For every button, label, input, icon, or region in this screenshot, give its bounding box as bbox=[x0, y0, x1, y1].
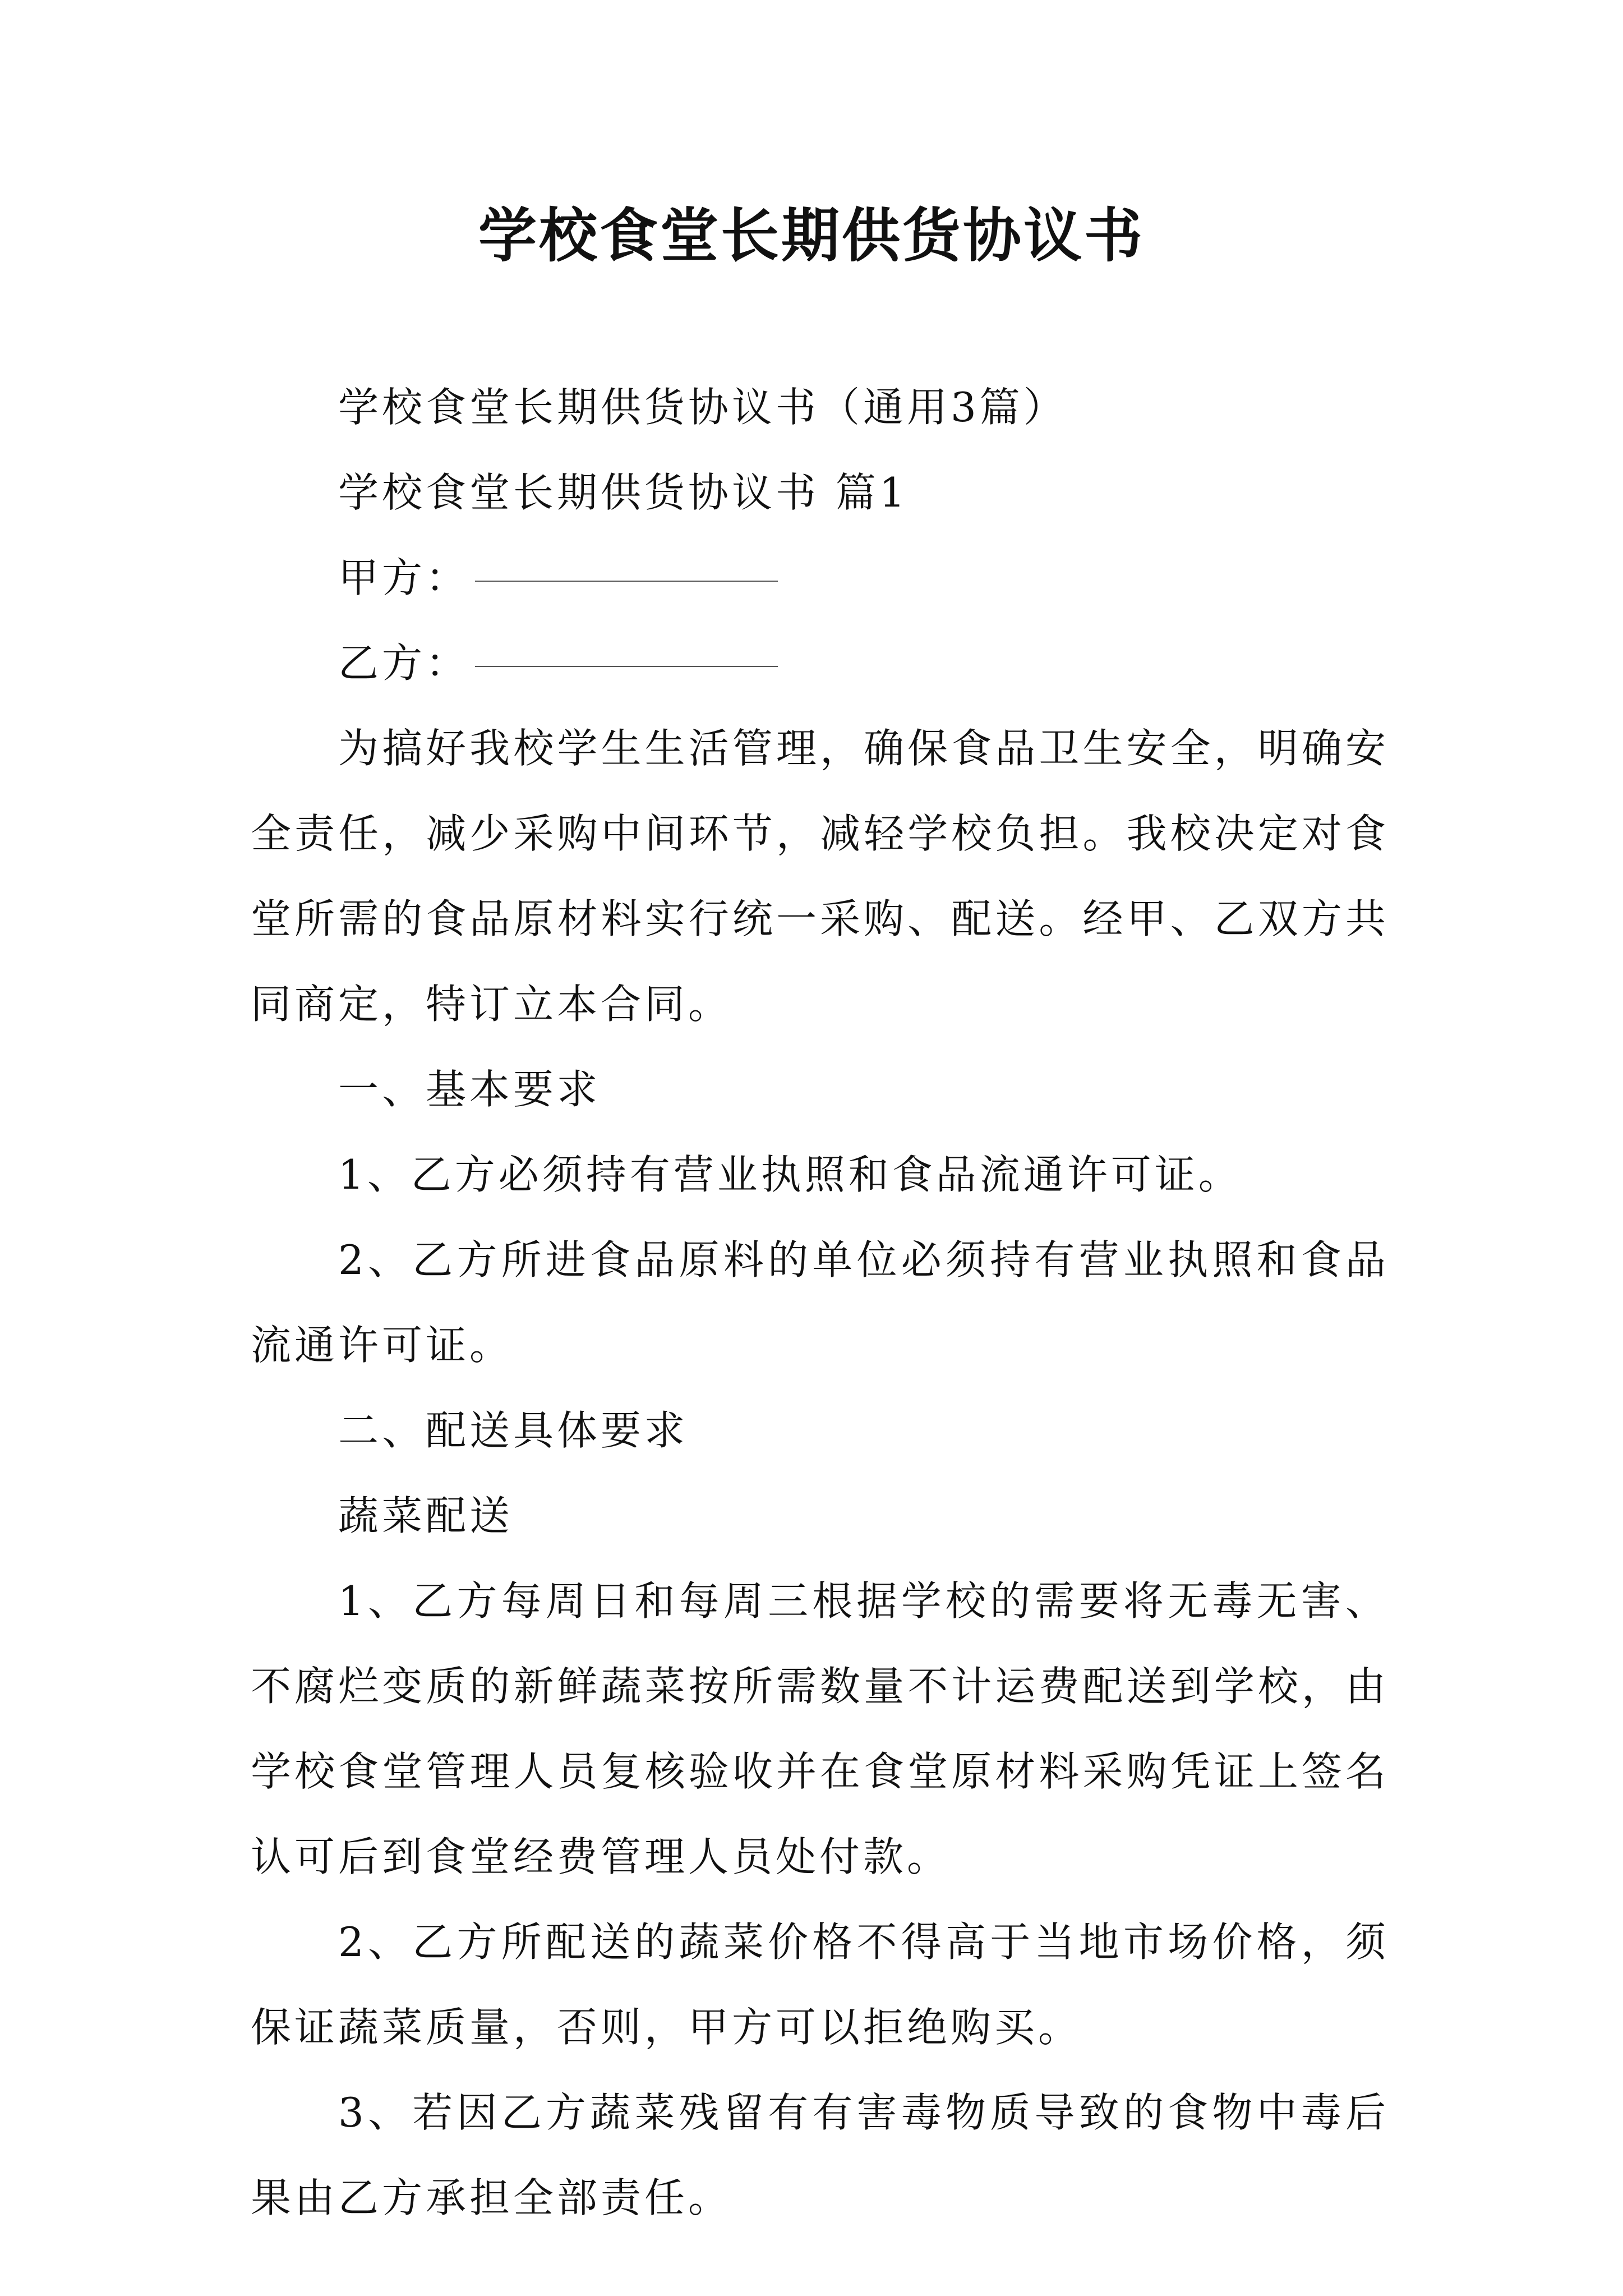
paragraph-preamble: 为搞好我校学生生活管理，确保食品卫生安全，明确安全责任，减少采购中间环节，减轻学校负担。我校决定对食堂所需的食品原材料实行统一采购、配送。经甲、乙双方共同商定，特订立本合同。 bbox=[251, 725, 1389, 1028]
paragraph-requirement-1: 1、乙方必须持有营业执照和食品流通许可证。 bbox=[338, 1151, 1242, 1198]
party-a-blank bbox=[475, 579, 778, 582]
document-title: 学校食堂长期供货协议书 bbox=[478, 201, 1145, 270]
party-a-line bbox=[251, 535, 1389, 620]
paragraph-vegetable-3: 3、若因乙方蔬菜残留有有害毒物质导致的食物中毒后果由乙方承担全部责任。 bbox=[251, 2089, 1389, 2221]
paragraph-vegetable-1: 1、乙方每周日和每周三根据学校的需要将无毒无害、不腐烂变质的新鲜蔬菜按所需数量不计运费配送到学校，由学校食堂管理人员复核验收并在食堂原材料采购凭证上签名认可后到食堂经费管理人员处付款。 bbox=[251, 1577, 1389, 1880]
party-b-label: 乙方： bbox=[338, 639, 470, 687]
paragraph-requirement-2: 2、乙方所进食品原料的单位必须持有营业执照和食品流通许可证。 bbox=[251, 1236, 1389, 1369]
party-a-label: 甲方： bbox=[338, 554, 470, 601]
party-b-blank bbox=[475, 665, 778, 667]
paragraph-subtitle: 学校食堂长期供货协议书（通用3篇） bbox=[338, 384, 1067, 431]
heading-delivery-requirements: 二、配送具体要求 bbox=[338, 1407, 689, 1454]
party-b-line bbox=[251, 620, 1389, 706]
paragraph-section-heading: 学校食堂长期供货协议书 篇1 bbox=[338, 469, 909, 516]
heading-vegetable-delivery: 蔬菜配送 bbox=[338, 1492, 514, 1539]
paragraph-vegetable-2: 2、乙方所配送的蔬菜价格不得高于当地市场价格，须保证蔬菜质量，否则，甲方可以拒绝购买。 bbox=[251, 1918, 1389, 2051]
heading-basic-requirements: 一、基本要求 bbox=[338, 1066, 601, 1113]
document-body bbox=[251, 365, 1389, 2240]
